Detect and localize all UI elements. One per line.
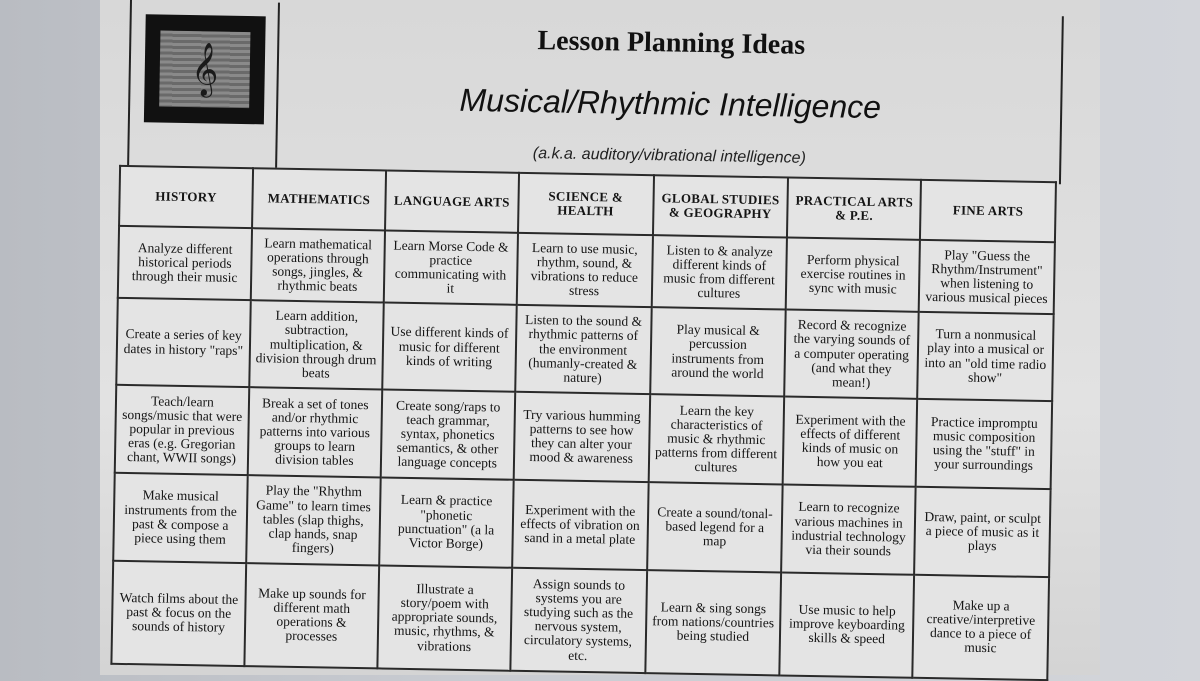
table-row xyxy=(115,385,1052,489)
aka-note: (a.k.a. auditory/vibrational intelligence) xyxy=(532,145,807,167)
table-cell: Learn the key characteristics of music & rhythmic patterns from different cultures xyxy=(648,395,784,485)
table-cell: Listen to the sound & rhythmic patterns of the environment (humanly-created & nature) xyxy=(515,305,651,395)
column-header-mathematics: MATHEMATICS xyxy=(252,168,386,230)
table-cell: Use different kinds of music for different kinds of writing xyxy=(382,302,516,392)
table-cell: Illustrate a story/poem with appropriate sounds, music, rhythms, & vibrations xyxy=(377,565,512,671)
table-cell: Teach/learn songs/music that were popular in previous eras (e.g. Gregorian chant, WWII songs) xyxy=(115,385,249,475)
column-header-practical-arts: PRACTICAL ARTS & P.E. xyxy=(787,178,921,240)
worksheet-header xyxy=(127,0,1064,184)
table-cell: Learn to use music, rhythm, sound, & vibrations to reduce stress xyxy=(516,233,652,307)
table-cell: Learn Morse Code & practice communicating with it xyxy=(384,230,518,304)
table-row xyxy=(116,298,1053,402)
table-cell: Experiment with the effects of vibration on sand in a metal plate xyxy=(512,480,648,570)
table-cell: Create a series of key dates in history "raps" xyxy=(116,298,250,388)
table-cell: Draw, paint, or sculpt a piece of music as it plays xyxy=(914,487,1050,577)
table-cell: Listen to & analyze different kinds of music from different cultures xyxy=(651,235,787,309)
table-cell: Perform physical exercise routines in sync with music xyxy=(786,238,920,312)
table-cell: Learn addition, subtraction, multiplication, & division through drum beats xyxy=(249,300,383,390)
table-cell: Create song/raps to teach grammar, syntax, phonetics semantics, & other language concepts xyxy=(381,390,515,480)
table-cell: Create a sound/tonal-based legend for a map xyxy=(647,482,783,572)
table-cell: Assign sounds to systems you are studying such as the nervous system, circulatory systems, etc. xyxy=(510,567,647,673)
table-cell: Make musical instruments from the past & compose a piece using them xyxy=(113,473,247,563)
table-cell: Break a set of tones and/or rhythmic patterns into various groups to learn division tables xyxy=(248,388,382,478)
logo xyxy=(144,14,266,124)
table-cell: Learn & sing songs from nations/countries being studied xyxy=(645,570,782,676)
table-row xyxy=(113,473,1050,577)
table-cell: Make up a creative/interpretive dance to a piece of music xyxy=(912,574,1049,680)
page-subtitle: Musical/Rhythmic Intelligence xyxy=(459,81,882,126)
column-header-history: HISTORY xyxy=(119,166,253,228)
table-cell: Learn & practice "phonetic punctuation" (a la Victor Borge) xyxy=(379,477,513,567)
column-header-global-studies: GLOBAL STUDIES & GEOGRAPHY xyxy=(652,175,788,237)
table-row xyxy=(111,560,1049,680)
table-cell: Try various humming patterns to see how they can alter your mood & awareness xyxy=(513,392,649,482)
page-title: Lesson Planning Ideas xyxy=(537,25,806,61)
column-header-science-health: SCIENCE & HEALTH xyxy=(518,173,654,235)
table-cell: Play the "Rhythm Game" to learn times tables (slap thighs, clap hands, snap fingers) xyxy=(246,475,380,565)
lesson-ideas-table xyxy=(110,165,1057,681)
table-cell: Make up sounds for different math operations & processes xyxy=(244,563,379,669)
table-cell: Play "Guess the Rhythm/Instrument" when listening to various musical pieces xyxy=(919,240,1055,314)
table-cell: Play musical & percussion instruments from around the world xyxy=(650,307,786,397)
music-treble-clef-icon: 𝄞 xyxy=(159,31,250,109)
table-cell: Use music to help improve keyboarding skills & speed xyxy=(780,572,915,678)
table-cell: Turn a nonmusical play into a musical or into an "old time radio show" xyxy=(917,312,1053,402)
worksheet xyxy=(118,0,1059,678)
column-header-fine-arts: FINE ARTS xyxy=(920,180,1056,242)
table-cell: Learn to recognize various machines in industrial technology via their sounds xyxy=(781,485,915,575)
table-cell: Analyze different historical periods through their music xyxy=(118,226,252,300)
table-cell: Watch films about the past & focus on the sounds of history xyxy=(111,560,246,666)
column-header-language-arts: LANGUAGE ARTS xyxy=(385,170,519,232)
table-cell: Experiment with the effects of different kinds of music on how you eat xyxy=(783,397,917,487)
table-cell: Practice impromptu music composition using the "stuff" in your surroundings xyxy=(916,399,1052,489)
table-cell: Learn mathematical operations through songs, jingles, & rhythmic beats xyxy=(251,228,385,302)
table-cell: Record & recognize the varying sounds of a computer operating (and what they mean!) xyxy=(784,309,918,399)
